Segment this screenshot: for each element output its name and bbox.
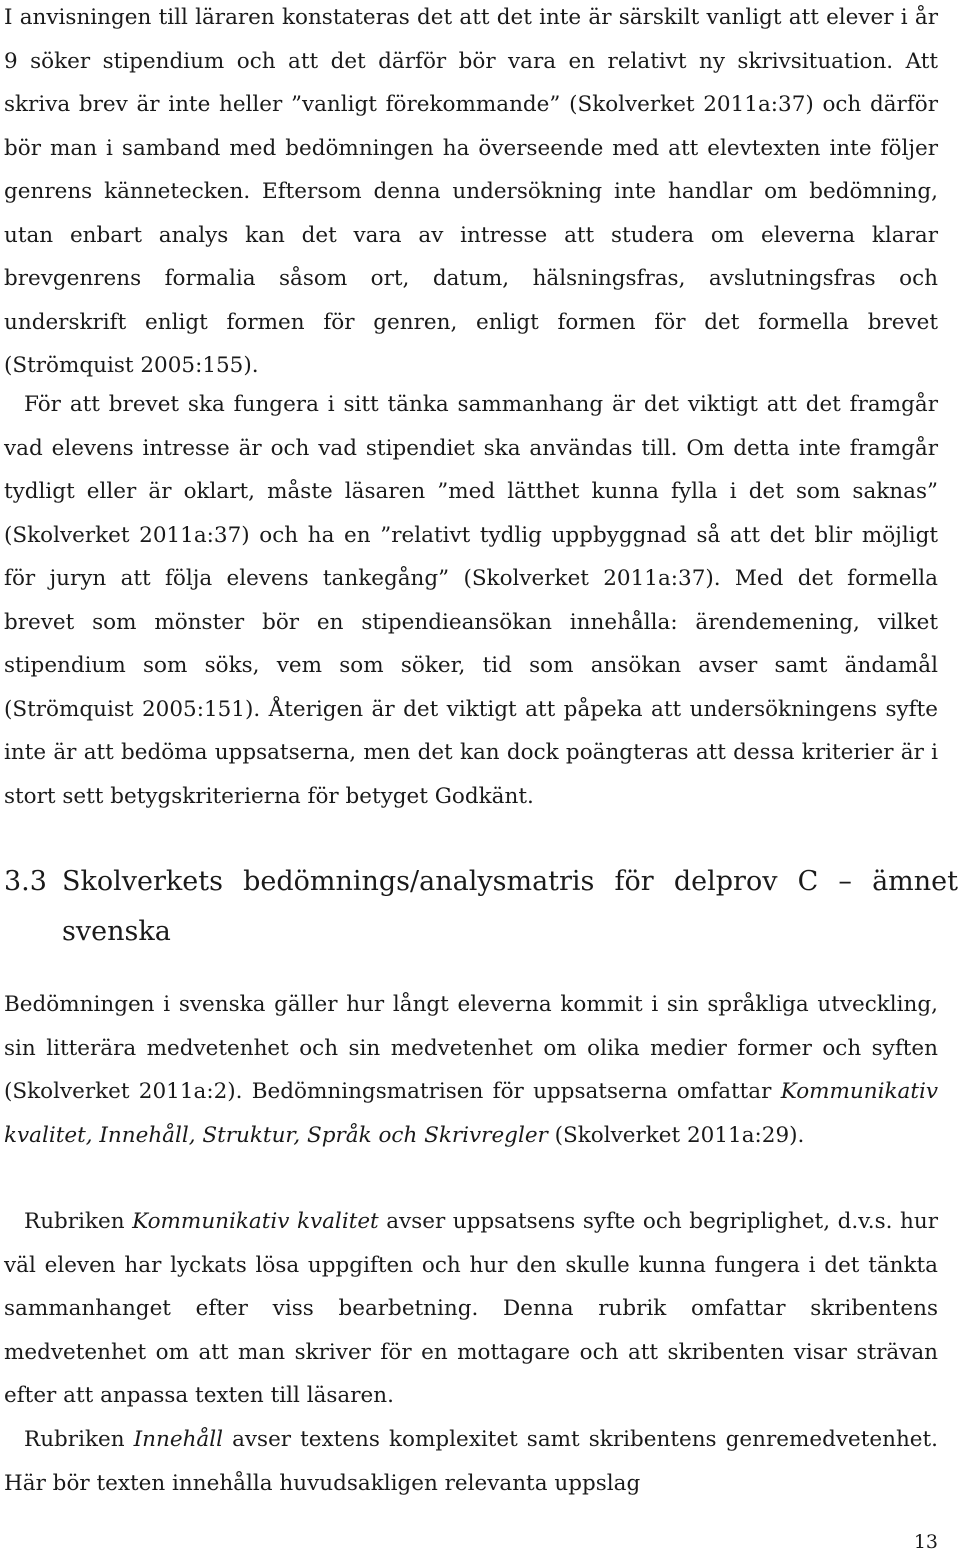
paragraph-text: avser uppsatsens syfte och begriplighet, d.v.s. hur väl eleven har lyckats lösa uppgiften och hur den skulle kunna fungera i det tänkta sammanhanget efter viss bearbetning. Denna rubrik omfattar skribentens medvetenhet om att man skriver för en mottagare och att skribenten visar strävan efter att anpassa texten till läsaren. xyxy=(4,1209,938,1408)
body-paragraph xyxy=(4,1200,938,1418)
section-title: Skolverkets bedömnings/analysmatris för delprov C – ämnet svenska xyxy=(62,866,958,947)
body-paragraph: För att brevet ska fungera i sitt tänka sammanhang är det viktigt att det framgår vad elevens intresse är och vad stipendiet ska användas till. Om detta inte framgår tydligt eller är oklart, måste läsaren ”med lätthet kunna fylla i det som saknas” (Skolverket 2011a:37) och ha en ”relativt tydlig uppbyggnad så att det blir möjligt för juryn att följa elevens tankegång” (Skolverket 2011a:37). Med det formella brevet som mönster bör en stipendieansökan innehålla: ärendemening, vilket stipendium som söks, vem som söker, tid som ansökan avser samt ändamål (Strömquist 2005:151). Återigen är det viktigt att påpeka att undersökningens syfte inte är att bedöma uppsatserna, men det kan dock poängteras att dessa kriterier är i stort sett betygskriterierna för betyget Godkänt. xyxy=(4,392,938,809)
paragraph-italic-text: Kommunikativ kvalitet, Innehåll, Struktur, Språk och Skrivregler xyxy=(4,1079,938,1148)
section-number: 3.3 xyxy=(4,866,47,897)
paragraph-text: Bedömningen i svenska gäller hur långt eleverna kommit i sin språkliga utveckling, sin litterära medvetenhet och sin medvetenhet om olika medier former och syften (Skolverket 2011a:2). Bedömningsmatrisen för uppsatserna omfattar xyxy=(4,992,938,1104)
paragraph-text: Rubriken xyxy=(24,1427,134,1452)
paragraph-text: (Skolverket 2011a:29). xyxy=(547,1122,805,1148)
paragraph-italic-text: Innehåll xyxy=(133,1427,223,1452)
section-heading xyxy=(4,857,958,957)
paragraph-text: avser textens komplexitet samt skribentens genremedvetenhet. Här bör texten innehålla huvudsakligen relevanta uppslag xyxy=(4,1427,938,1496)
body-paragraph xyxy=(4,1418,938,1505)
paragraph-italic-text: Kommunikativ kvalitet xyxy=(132,1209,379,1234)
body-paragraph xyxy=(4,983,938,1157)
body-paragraph: I anvisningen till läraren konstateras det att det inte är särskilt vanligt att elever i år 9 söker stipendium och att det därför bör vara en relativt ny skrivsituation. Att skriva brev är inte heller ”vanligt förekommande” (Skolverket 2011a:37) och därför bör man i samband med bedömningen ha överseende med att elevtexten inte följer genrens kännetecken. Eftersom denna undersökning inte handlar om bedömning, utan enbart analys kan det vara av intresse att studera om eleverna klarar brevgenrens formalia såsom ort, datum, hälsningsfras, avslutningsfras och underskrift enligt formen för genren, enligt formen för det formella brevet (Strömquist 2005:155). xyxy=(4,5,938,378)
page-number: 13 xyxy=(913,1531,938,1553)
paragraph-text: Rubriken xyxy=(24,1209,133,1234)
